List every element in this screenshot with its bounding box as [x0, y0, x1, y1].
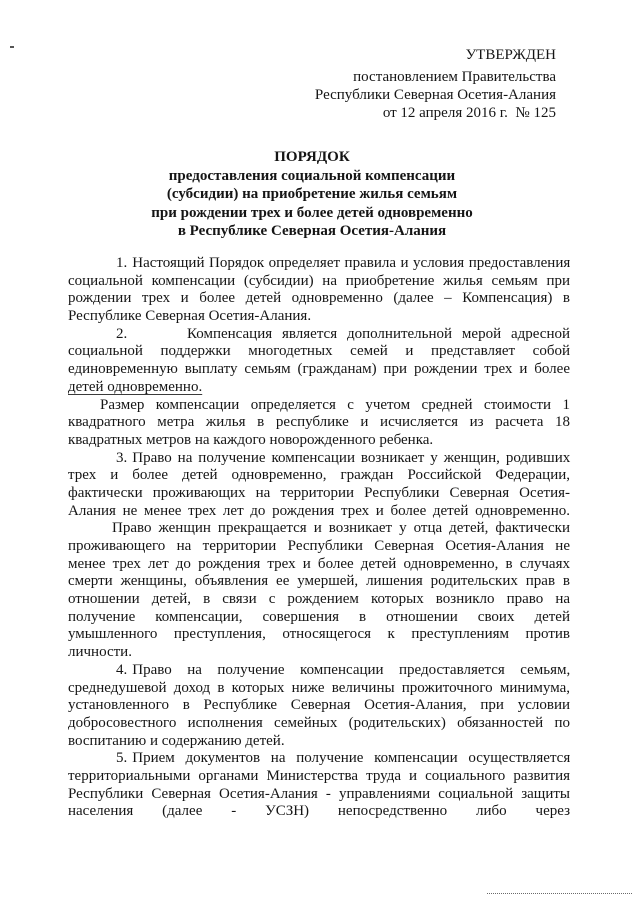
paragraph-5-line-4: населения (далее - УСЗН) непосредственно либо через — [68, 803, 570, 820]
paragraph-2 — [68, 326, 570, 397]
paragraph-5-line-3: Республики Северная Осетия-Алания - управлениями социальной защиты — [68, 785, 570, 802]
paragraph-1-line-4: Республике Северная Осетия-Алания. — [68, 308, 312, 325]
paragraph-3-line-1 — [68, 450, 570, 468]
paragraph-1-line-2: социальной компенсации (субсидии) на приобретение жилья семьям при — [68, 272, 570, 289]
paragraph-2-line-1-text: Компенсация является дополнительной мерой адресной — [187, 325, 570, 342]
order-body — [68, 255, 570, 821]
title-line-2: (субсидии) на приобретение жилья семьям — [166, 186, 458, 202]
paragraph-5-number: 5. — [116, 750, 128, 767]
paragraph-5 — [68, 750, 570, 821]
approval-title: УТВЕРЖДЕН — [465, 47, 556, 63]
paragraph-2c-line-1: Размер компенсации определяется с учетом средней стоимости 1 — [100, 396, 570, 413]
paragraph-3-line-3: фактически проживающих на территории Республики Северная Осетия- — [68, 484, 570, 501]
paragraph-1-line-3: рождении трех и более детей одновременно (далее – Компенсация) в — [68, 290, 570, 307]
title-line-1: предоставления социальной компенсации — [168, 167, 456, 184]
paragraph-5-line-1 — [68, 750, 570, 768]
document-title — [60, 148, 564, 241]
paragraph-1-number: 1. — [116, 255, 128, 271]
paragraph-3 — [68, 450, 570, 521]
paragraph-2c-line-2: квадратного метра жилья в республике и исчисляется из расчета 18 — [68, 414, 570, 431]
paragraph-3-number: 3. — [116, 449, 128, 466]
paragraph-1-line-1 — [68, 255, 570, 273]
paragraph-3c-line-3: менее трех лет до рождения трех и более детей одновременно, в случаях — [68, 555, 570, 572]
paragraph-3c-line-4: смерти женщины, объявления ее умершей, лишения родительских прав в — [68, 573, 570, 590]
paragraph-4-line-1-text: Право на получение компенсации предоставляется семьям, — [132, 661, 571, 678]
approval-decree-line-1: постановлением Правительства — [353, 69, 556, 85]
title-heading: ПОРЯДОК — [274, 149, 350, 165]
paragraph-2-line-4: детей одновременно. — [68, 378, 203, 395]
scan-dotted-line — [487, 893, 632, 894]
paragraph-5-line-1-text: Прием документов на получение компенсации осуществляется — [132, 750, 571, 767]
paragraph-2-line-2: социальной поддержки многодетных семей и представляет собой — [68, 343, 570, 360]
title-line-3: при рождении трех и более детей одновременно — [151, 204, 473, 221]
paragraph-4-line-5: воспитанию и содержанию детей. — [68, 732, 285, 749]
paragraph-2c-line-3: квадратных метров на каждого новорожденного ребенка. — [68, 431, 434, 448]
paragraph-3-line-2: трех и более детей одновременно, граждан Российской Федерации, — [68, 467, 570, 484]
paragraph-3c-line-7: умышленного преступления, относящегося к преступлениям против — [68, 626, 570, 643]
paragraph-2-line-3: единовременную выплату семьям (гражданам) при рождении трех и более — [68, 361, 570, 378]
paragraph-5-line-2: территориальными органами Министерства труда и социального развития — [68, 767, 570, 784]
paragraph-4-number: 4. — [116, 661, 128, 678]
paragraph-2-continuation — [68, 397, 570, 450]
title-line-4: в Республике Северная Осетия-Алания — [177, 223, 447, 239]
paragraph-3-line-1-text: Право на получение компенсации возникает у женщин, родивших — [132, 449, 571, 466]
paragraph-3c-line-2: проживающего на территории Республики Северная Осетия-Алания не — [68, 538, 570, 554]
paragraph-3c-line-6: получение компенсации, совершения в отношении своих детей — [68, 608, 570, 625]
paragraph-3c-line-8: личности. — [68, 644, 132, 661]
paragraph-4-line-1 — [68, 662, 570, 680]
paragraph-2-number: 2. — [116, 325, 128, 342]
scan-mark — [10, 46, 14, 48]
paragraph-3-line-4: Алания не менее трех лет до рождения трех и более детей одновременно. — [68, 502, 570, 519]
paragraph-4-line-2: среднедушевой доход в которых ниже величины прожиточного минимума, — [68, 679, 570, 696]
approval-decree-line-2: Республики Северная Осетия-Алания — [314, 87, 556, 103]
paragraph-4-line-4: добросовестного исполнения семейных (родительских) обязанностей по — [68, 714, 570, 731]
approval-decree-date: от 12 апреля 2016 г. № 125 — [382, 105, 556, 121]
paragraph-1 — [68, 255, 570, 326]
paragraph-3-continuation — [68, 520, 570, 662]
paragraph-1-line-1-text: Настоящий Порядок определяет правила и условия предоставления — [132, 255, 571, 271]
paragraph-4-line-3: установленного в Республике Северная Осетия-Алания, при условии — [68, 697, 570, 714]
paragraph-4 — [68, 662, 570, 750]
paragraph-3c-line-5: отношении детей, в связи с рождением которых возникло право на — [68, 591, 570, 608]
paragraph-3c-line-1: Право женщин прекращается и возникает у отца детей, фактически — [112, 520, 570, 537]
paragraph-2-line-1 — [68, 326, 570, 344]
